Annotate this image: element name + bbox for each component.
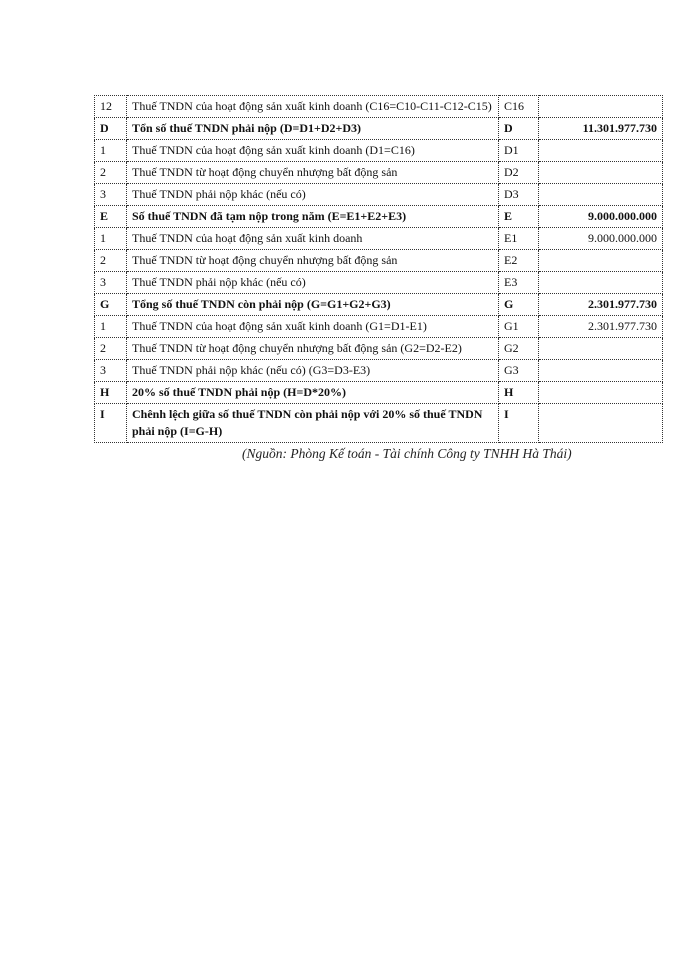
description-cell: Thuế TNDN từ hoạt động chuyển nhượng bất động sản (G2=D2-E2) [127,338,499,360]
table-row [95,294,663,316]
value-cell [539,404,663,443]
tax-table [94,95,663,443]
description-cell: Thuế TNDN phải nộp khác (nếu có) (G3=D3-E3) [127,360,499,382]
code-cell: D3 [499,184,539,206]
value-cell [539,338,663,360]
description-cell: Số thuế TNDN đã tạm nộp trong năm (E=E1+E2+E3) [127,206,499,228]
table-row [95,250,663,272]
description-cell: Thuế TNDN của hoạt động sản xuất kinh doanh [127,228,499,250]
code-cell: C16 [499,96,539,118]
description-cell: Thuế TNDN phải nộp khác (nếu có) [127,184,499,206]
stt-cell: 1 [95,228,127,250]
stt-cell: D [95,118,127,140]
stt-cell: 2 [95,162,127,184]
code-cell: G1 [499,316,539,338]
code-cell: I [499,404,539,443]
description-cell: Thuế TNDN phải nộp khác (nếu có) [127,272,499,294]
code-cell: G [499,294,539,316]
table-row [95,118,663,140]
description-cell: Tổn số thuế TNDN phải nộp (D=D1+D2+D3) [127,118,499,140]
value-cell [539,360,663,382]
description-cell: Thuế TNDN của hoạt động sản xuất kinh doanh (C16=C10-C11-C12-C15) [127,96,499,118]
table-row [95,404,663,443]
table-row [95,162,663,184]
value-cell [539,140,663,162]
code-cell: E3 [499,272,539,294]
code-cell: D [499,118,539,140]
description-cell: Tổng số thuế TNDN còn phải nộp (G=G1+G2+G3) [127,294,499,316]
table-row [95,316,663,338]
table-row [95,360,663,382]
stt-cell: 2 [95,250,127,272]
stt-cell: 3 [95,272,127,294]
value-cell [539,272,663,294]
value-cell [539,382,663,404]
stt-cell: 12 [95,96,127,118]
stt-cell: 3 [95,184,127,206]
value-cell: 2.301.977.730 [539,294,663,316]
table-row [95,382,663,404]
description-cell: Thuế TNDN của hoạt động sản xuất kinh doanh (G1=D1-E1) [127,316,499,338]
description-cell: 20% số thuế TNDN phải nộp (H=D*20%) [127,382,499,404]
stt-cell: H [95,382,127,404]
code-cell: G3 [499,360,539,382]
source-note: (Nguồn: Phòng Kế toán - Tài chính Công ty TNHH Hà Thái) [242,446,572,461]
table-row [95,272,663,294]
value-cell [539,162,663,184]
value-cell [539,96,663,118]
value-cell: 11.301.977.730 [539,118,663,140]
stt-cell: 3 [95,360,127,382]
stt-cell: 1 [95,140,127,162]
table-row [95,338,663,360]
value-cell [539,250,663,272]
code-cell: D1 [499,140,539,162]
table-row [95,228,663,250]
stt-cell: I [95,404,127,443]
code-cell: G2 [499,338,539,360]
code-cell: H [499,382,539,404]
description-cell: Thuế TNDN từ hoạt động chuyển nhượng bất động sản [127,162,499,184]
code-cell: D2 [499,162,539,184]
value-cell [539,184,663,206]
value-cell: 9.000.000.000 [539,228,663,250]
table-row [95,206,663,228]
value-cell: 2.301.977.730 [539,316,663,338]
code-cell: E2 [499,250,539,272]
table-body [95,96,663,443]
description-cell: Thuế TNDN của hoạt động sản xuất kinh doanh (D1=C16) [127,140,499,162]
description-cell: Chênh lệch giữa số thuế TNDN còn phải nộp với 20% số thuế TNDN phải nộp (I=G-H) [127,404,499,443]
stt-cell: E [95,206,127,228]
code-cell: E1 [499,228,539,250]
stt-cell: 2 [95,338,127,360]
value-cell: 9.000.000.000 [539,206,663,228]
table-row [95,184,663,206]
table-row [95,140,663,162]
stt-cell: 1 [95,316,127,338]
stt-cell: G [95,294,127,316]
table-row [95,96,663,118]
code-cell: E [499,206,539,228]
description-cell: Thuế TNDN từ hoạt động chuyển nhượng bất động sản [127,250,499,272]
